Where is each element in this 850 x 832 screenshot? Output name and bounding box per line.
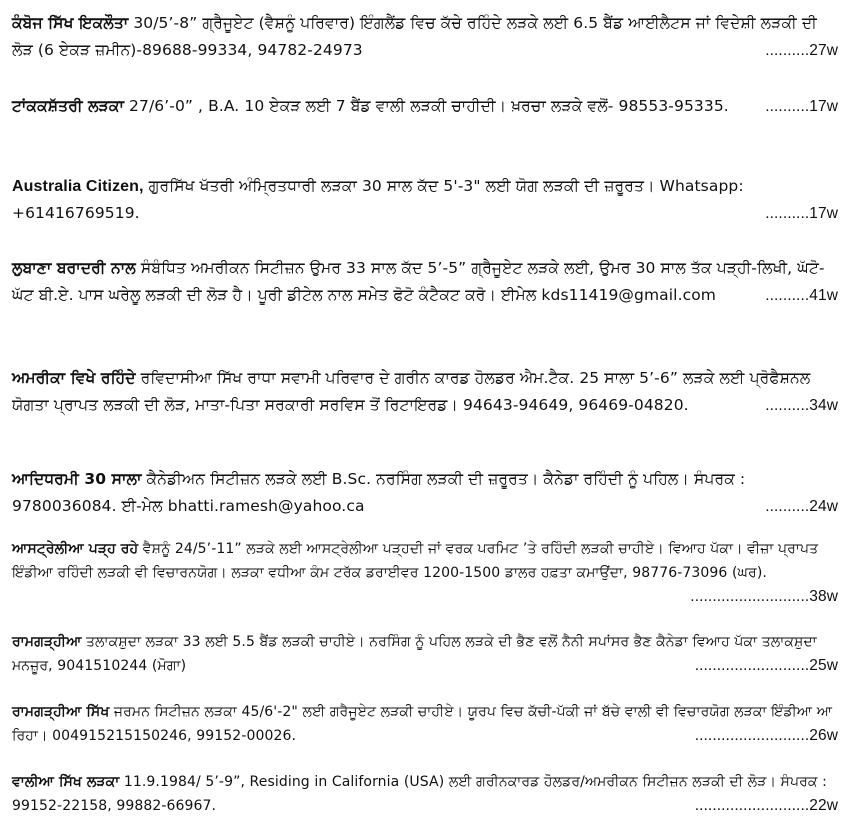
ad-heading: ਆਦਿਧਰਮੀ 30 ਸਾਲਾ <box>12 470 142 488</box>
ad-heading: ਆਸਟ੍ਰੇਲੀਆ ਪੜ੍ਹ ਰਹੇ <box>12 541 139 557</box>
classified-ad-7 <box>12 537 838 609</box>
ad-text: 11.9.1984/ 5’-9”, Residing in California (USA) ਲਈ ਗਰੀਨਕਾਰਡ ਹੋਲਡਰ/ਅਮਰੀਕਨ ਸਿਟੀਜ਼ਨ ਲੜਕੀ ਦੀ ਲੋੜ। ਸੰਪਰਕ : 99152-22158, 99882-66967. <box>12 774 827 814</box>
ad-heading: ਵਾਲੀਆ ਸਿੱਖ ਲੜਕਾ <box>12 774 120 790</box>
ad-heading: ਟਾਂਕਕਸ਼ੱਤਰੀ ਲੜਕਾ <box>12 97 124 115</box>
ad-heading: ਰਾਮਗੜ੍ਹੀਆ <box>12 634 82 650</box>
classified-ad-4 <box>12 255 838 309</box>
ad-heading: ਕੰਬੋਜ ਸਿੱਖ ਇਕਲੌਤਾ <box>12 14 129 32</box>
classified-ad-1 <box>12 10 838 64</box>
ad-text: ਵੈਸ਼ਨੂੰ 24/5’-11” ਲੜਕੇ ਲਈ ਆਸਟ੍ਰੇਲੀਆ ਪੜ੍ਹਦੀ ਜਾਂ ਵਰਕ ਪਰਮਿਟ ’ਤੇ ਰਹਿੰਦੀ ਲੜਕੀ ਚਾਹੀਏ। ਵਿਆਹ ਪੱਕਾ। ਵੀਜ਼ਾ ਪ੍ਰਾਪਤ ਇੰਡੀਆ ਰਹਿੰਦੀ ਲੜਕੀ ਵੀ ਵਿਚਾਰਨਯੋਗ। ਲੜਕਾ ਵਧੀਆ ਕੰਮ ਟਰੱਕ ਡਰਾਈਵਰ 1200-1500 ਡਾਲਰ ਹਫ਼ਤਾ ਕਮਾਉਂਦਾ, 98776-73096 (ਘਰ). <box>12 541 819 581</box>
classified-ad-3 <box>12 173 838 227</box>
ad-text: 30/5’-8” ਗ੍ਰੈਜੂਏਟ (ਵੈਸ਼ਨੂੰ ਪਰਿਵਾਰ) ਇੰਗਲੈਂਡ ਵਿਚ ਕੱਚੇ ਰਹਿੰਦੇ ਲੜਕੇ ਲਈ 6.5 ਬੈਂਡ ਆਈਲੈਟਸ ਜਾਂ ਵਿਦੇਸ਼ੀ ਲੜਕੀ ਦੀ ਲੋੜ (6 ਏਕੜ ਜ਼ਮੀਨ)-89688-99334, 94782-24973 <box>12 14 817 59</box>
ad-heading: ਲੁਬਾਣਾ ਬਰਾਦਰੀ ਨਾਲ <box>12 259 136 277</box>
word-count: ..........17w <box>765 205 838 222</box>
ad-heading: ਰਾਮਗੜ੍ਹੀਆ ਸਿੱਖ <box>12 704 110 720</box>
classified-ad-2 <box>12 93 838 120</box>
classified-ad-9 <box>12 700 838 748</box>
ad-heading: Australia Citizen, <box>12 178 144 195</box>
word-count: ..........34w <box>765 397 838 414</box>
word-count: ..........24w <box>765 498 838 515</box>
ad-text: ਕੈਨੇਡੀਅਨ ਸਿਟੀਜ਼ਨ ਲੜਕੇ ਲਈ B.Sc. ਨਰਸਿੰਗ ਲੜਕੀ ਦੀ ਜ਼ਰੂਰਤ। ਕੈਨੇਡਾ ਰਹਿੰਦੀ ਨੂੰ ਪਹਿਲ। ਸੰਪਰਕ : 9780036084. ਈ-ਮੇਲ bhatti.ramesh@yahoo.ca <box>12 470 746 515</box>
ad-text: ਗੁਰਸਿੱਖ ਖੱਤਰੀ ਅੰਮ੍ਰਿਤਧਾਰੀ ਲੜਕਾ 30 ਸਾਲ ਕੱਦ 5'-3" ਲਈ ਯੋਗ ਲੜਕੀ ਦੀ ਜ਼ਰੂਰਤ। Whatsapp: +61416769519. <box>12 177 744 222</box>
classified-ad-8 <box>12 630 838 678</box>
word-count: ..........................25w <box>694 657 838 674</box>
word-count: ..........41w <box>765 287 838 304</box>
ad-text: ਰਵਿਦਾਸੀਆ ਸਿੱਖ ਰਾਧਾ ਸਵਾਮੀ ਪਰਿਵਾਰ ਦੇ ਗਰੀਨ ਕਾਰਡ ਹੋਲਡਰ ਐਮ.ਟੈਕ. 25 ਸਾਲਾ 5’-6” ਲੜਕੇ ਲਈ ਪ੍ਰੋਫੈਸ਼ਨਲ ਯੋਗਤਾ ਪ੍ਰਾਪਤ ਲੜਕੀ ਦੀ ਲੋੜ, ਮਾਤਾ-ਪਿਤਾ ਸਰਕਾਰੀ ਸਰਵਿਸ ਤੋਂ ਰਿਟਾਇਰਡ। 94643-94649, 96469-04820. <box>12 369 811 414</box>
word-count: ..........27w <box>765 42 838 59</box>
word-count: ..........17w <box>765 98 838 115</box>
classified-ad-10 <box>12 770 838 818</box>
classified-ad-5 <box>12 365 838 419</box>
ad-heading: ਅਮਰੀਕਾ ਵਿਖੇ ਰਹਿੰਦੇ <box>12 369 136 387</box>
ad-text: ਤਲਾਕਸ਼ੁਦਾ ਲੜਕਾ 33 ਲਈ 5.5 ਬੈਂਡ ਲੜਕੀ ਚਾਹੀਏ। ਨਰਸਿੰਗ ਨੂੰ ਪਹਿਲ ਲੜਕੇ ਦੀ ਭੈਣ ਵਲੋਂ ਨੈਨੀ ਸਪਾਂਸਰ ਭੈਣ ਕੈਨੇਡਾ ਵਿਆਹ ਪੱਕਾ ਤਲਾਕਸ਼ੁਦਾ ਮਨਜ਼ੂਰ, 9041510244 (ਮੋਗਾ) <box>12 634 817 674</box>
word-count: ..........................26w <box>694 727 838 744</box>
word-count: ..........................22w <box>694 797 838 814</box>
ad-text: ਜਰਮਨ ਸਿਟੀਜ਼ਨ ਲੜਕਾ 45/6'-2" ਲਈ ਗਰੈਜੂਏਟ ਲੜਕੀ ਚਾਹੀਏ। ਯੂਰਪ ਵਿਚ ਕੱਚੀ-ਪੱਕੀ ਜਾਂ ਬੱਚੇ ਵਾਲੀ ਵੀ ਵਿਚਾਰਯੋਗ ਲੜਕਾ ਇੰਡੀਆ ਆ ਰਿਹਾ। 004915215150246, 99152-00026. <box>12 704 833 744</box>
ad-text: 27/6’-0” , B.A. 10 ਏਕੜ ਲਈ 7 ਬੈਂਡ ਵਾਲੀ ਲੜਕੀ ਚਾਹੀਦੀ। ਖ਼ਰਚਾ ਲੜਕੇ ਵਲੋਂ- 98553-95335. <box>129 97 729 115</box>
classified-ad-6 <box>12 466 838 520</box>
word-count: ...........................38w <box>690 588 838 605</box>
ad-text: ਸੰਬੰਧਿਤ ਅਮਰੀਕਨ ਸਿਟੀਜ਼ਨ ਉਮਰ 33 ਸਾਲ ਕੱਦ 5’-5” ਗ੍ਰੈਜੂਏਟ ਲੜਕੇ ਲਈ, ਉਮਰ 30 ਸਾਲ ਤੱਕ ਪੜ੍ਹੀ-ਲਿਖੀ, ਘੱਟੋ-ਘੱਟ ਬੀ.ਏ. ਪਾਸ ਘਰੇਲੂ ਲੜਕੀ ਦੀ ਲੋੜ ਹੈ। ਪੂਰੀ ਡੀਟੇਲ ਨਾਲ ਸਮੇਤ ਫੋਟੋ ਕੰਟੈਕਟ ਕਰੋ। ਈਮੇਲ kds11419@gmail.com <box>12 259 825 304</box>
